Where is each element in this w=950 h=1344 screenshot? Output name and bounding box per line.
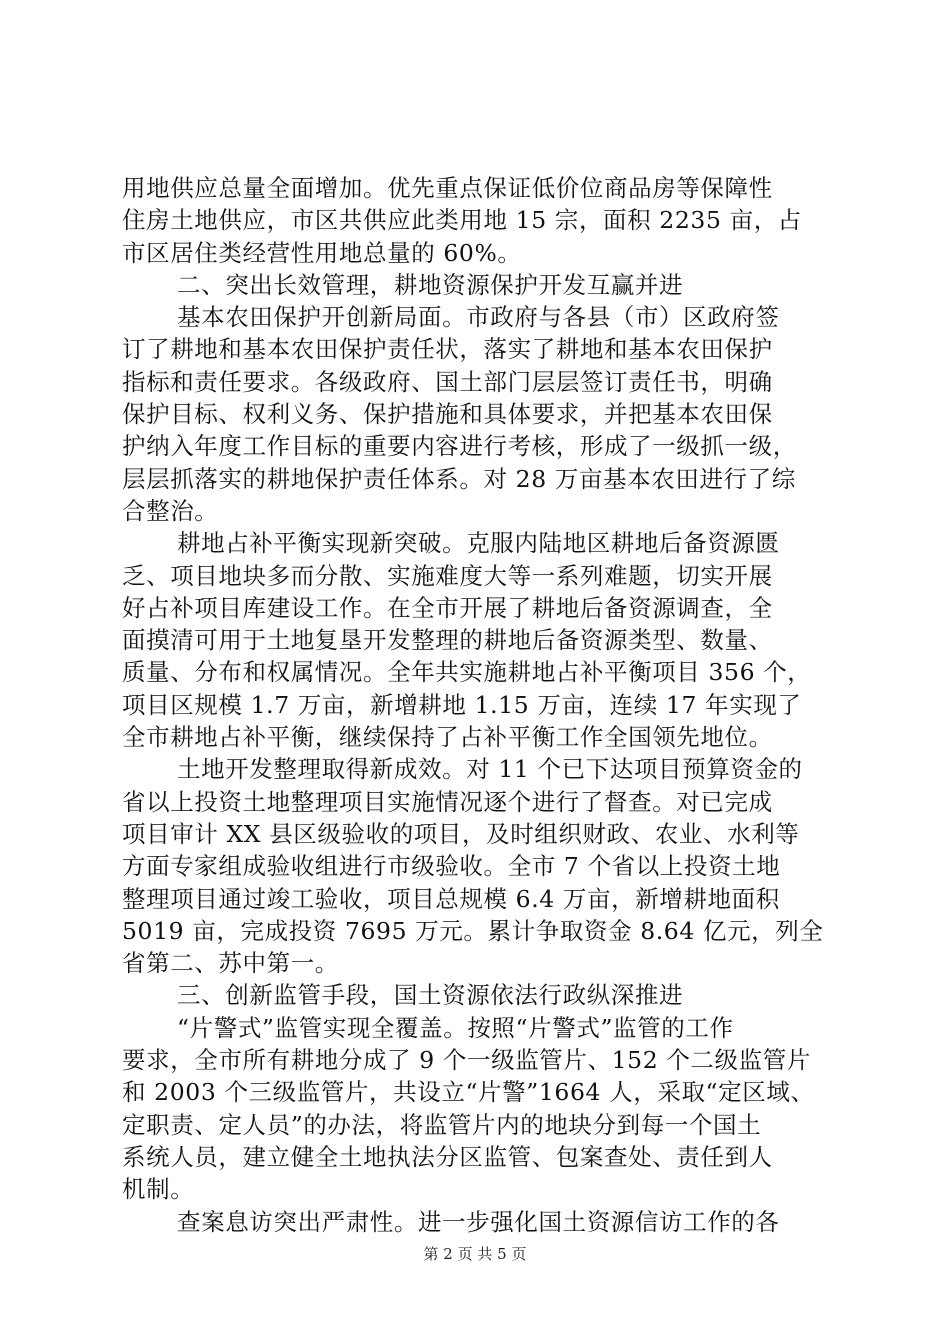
text-line: 合整治。	[122, 496, 219, 525]
text-line: 质量、分布和权属情况。全年共实施耕地占补平衡项目 356 个，	[122, 658, 812, 687]
text-line: 定职责、定人员”的办法，将监管片内的地块分到每一个国土	[122, 1110, 762, 1139]
text-line: 全市耕地占补平衡，继续保持了占补平衡工作全国领先地位。	[122, 723, 773, 752]
text-line: 面摸清可用于土地复垦开发整理的耕地后备资源类型、数量、	[122, 626, 773, 655]
text-line: 整理项目通过竣工验收，项目总规模 6.4 万亩，新增耕地面积	[122, 884, 780, 913]
paragraph-start: “片警式”监管实现全覆盖。按照“片警式”监管的工作	[177, 1013, 734, 1042]
text-line: 护纳入年度工作目标的重要内容进行考核，形成了一级抓一级，	[122, 432, 797, 461]
text-line: 系统人员，建立健全土地执法分区监管、包案查处、责任到人	[122, 1142, 773, 1171]
paragraph-start: 查案息访突出严肃性。进一步强化国土资源信访工作的各	[177, 1207, 780, 1236]
text-line: 项目区规模 1.7 万亩，新增耕地 1.15 万亩，连续 17 年实现了	[122, 690, 802, 719]
paragraph-start: 基本农田保护开创新局面。市政府与各县（市）区政府签	[177, 303, 780, 332]
text-line: 乏、项目地块多而分散、实施难度大等一系列难题，切实开展	[122, 561, 773, 590]
text-line: 用地供应总量全面增加。优先重点保证低价位商品房等保障性	[122, 174, 773, 202]
text-line: 方面专家组成验收组进行市级验收。全市 7 个省以上投资土地	[122, 852, 781, 881]
text-line: 省以上投资土地整理项目实施情况逐个进行了督查。对已完成	[122, 787, 773, 816]
text-line: 指标和责任要求。各级政府、国土部门层层签订责任书，明确	[122, 367, 773, 396]
text-line: 要求，全市所有耕地分成了 9 个一级监管片、152 个二级监管片	[122, 1046, 811, 1075]
paragraph-start: 土地开发整理取得新成效。对 11 个已下达项目预算资金的	[177, 755, 803, 784]
text-line: 和 2003 个三级监管片，共设立“片警”1664 人，采取“定区域、	[122, 1078, 815, 1107]
section-heading: 二、突出长效管理，耕地资源保护开发互赢并进	[177, 270, 684, 299]
text-line: 市区居住类经营性用地总量的 60%。	[122, 238, 522, 267]
text-line: 层层抓落实的耕地保护责任体系。对 28 万亩基本农田进行了综	[122, 464, 796, 493]
text-line: 5019 亩，完成投资 7695 万元。累计争取资金 8.64 亿元，列全	[122, 916, 824, 945]
paragraph-start: 耕地占补平衡实现新突破。克服内陆地区耕地后备资源匮	[177, 529, 780, 558]
page-number-footer: 第 2 页 共 5 页	[423, 1245, 527, 1263]
text-line: 项目审计 XX 县区级验收的项目，及时组织财政、农业、水利等	[122, 819, 800, 848]
section-heading: 三、创新监管手段，国土资源依法行政纵深推进	[177, 981, 684, 1010]
text-line: 省第二、苏中第一。	[122, 949, 339, 978]
text-line: 住房土地供应，市区共供应此类用地 15 宗，面积 2235 亩，占	[122, 206, 802, 235]
text-line: 机制。	[122, 1175, 195, 1204]
document-body	[122, 172, 834, 1238]
text-line: 保护目标、权利义务、保护措施和具体要求，并把基本农田保	[122, 400, 773, 429]
text-line: 好占补项目库建设工作。在全市开展了耕地后备资源调查，全	[122, 593, 773, 622]
text-line: 订了耕地和基本农田保护责任状，落实了耕地和基本农田保护	[122, 335, 773, 364]
